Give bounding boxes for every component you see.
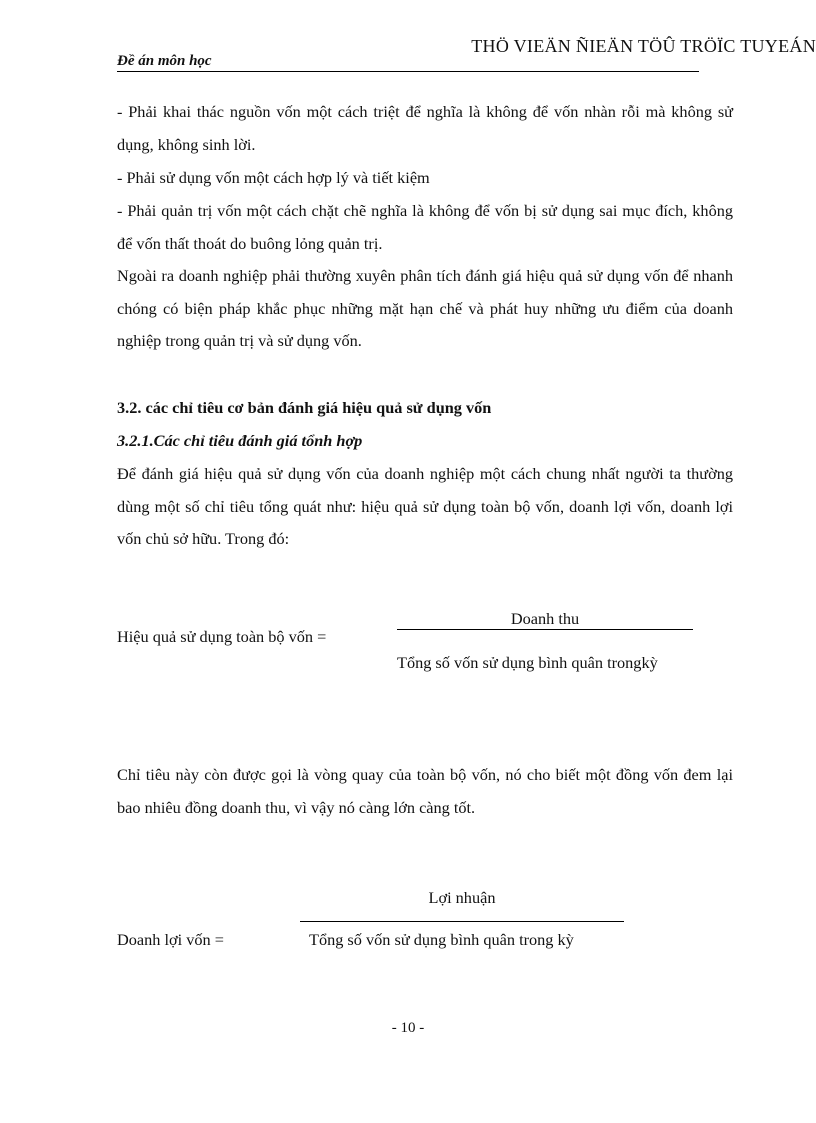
paragraph-use-capital: - Phải sử dụng vốn một cách hợp lý và tiết kiệm <box>117 168 430 187</box>
paragraph-exploit-capital: - Phải khai thác nguồn vốn một cách triệt để nghĩa là không để vốn nhàn rỗi mà không sử dụng, không sinh lời. <box>117 102 733 154</box>
formula-1-denominator: Tổng số vốn sử dụng bình quân trongkỳ <box>397 653 658 672</box>
site-title: THÖ VIEÄN ÑIEÄN TÖÛ TRÖÏC TUYEÁN <box>471 36 816 56</box>
section-heading: 3.2. các chỉ tiêu cơ bản đánh giá hiệu quả sử dụng vốn <box>117 398 492 417</box>
formula-1-numerator: Doanh thu <box>510 609 580 628</box>
subsection-heading: 3.2.1.Các chỉ tiêu đánh giá tổnh hợp <box>117 431 363 450</box>
formula-2-fraction-bar <box>300 921 624 922</box>
formula-1-label: Hiệu quả sử dụng toàn bộ vốn = <box>117 627 327 646</box>
formula-2-numerator: Lợi nhuận <box>428 888 496 907</box>
formula-2-denominator: Tổng số vốn sử dụng bình quân trong kỳ <box>309 930 574 949</box>
page-number: - 10 - <box>391 1020 425 1036</box>
formula-2-label: Doanh lợi vốn = <box>117 930 224 949</box>
paragraph-turnover: Chỉ tiêu này còn được gọi là vòng quay của toàn bộ vốn, nó cho biết một đồng vốn đem lại bao nhiêu đồng doanh thu, vì vậy nó càng lớn càng tốt. <box>117 765 733 817</box>
header-divider <box>117 71 699 72</box>
formula-1-fraction-bar <box>397 629 693 630</box>
document-type: Đề án môn học <box>117 53 212 69</box>
paragraph-indicators-intro: Để đánh giá hiệu quả sử dụng vốn của doanh nghiệp một cách chung nhất người ta thường dùng một số chỉ tiêu tổng quát như: hiệu quả sử dụng toàn bộ vốn, doanh lợi vốn, doanh lợi vốn chủ sở hữu. Trong đó: <box>117 464 733 548</box>
paragraph-analysis: Ngoài ra doanh nghiệp phải thường xuyên phân tích đánh giá hiệu quả sử dụng vốn để nhanh chóng có biện pháp khắc phục những mặt hạn chế và phát huy những ưu điểm của doanh nghiệp trong quản trị và sử dụng vốn. <box>117 266 733 350</box>
paragraph-manage-capital: - Phải quản trị vốn một cách chặt chẽ nghĩa là không để vốn bị sử dụng sai mục đích, không để vốn thất thoát do buông lỏng quản trị. <box>117 201 733 253</box>
